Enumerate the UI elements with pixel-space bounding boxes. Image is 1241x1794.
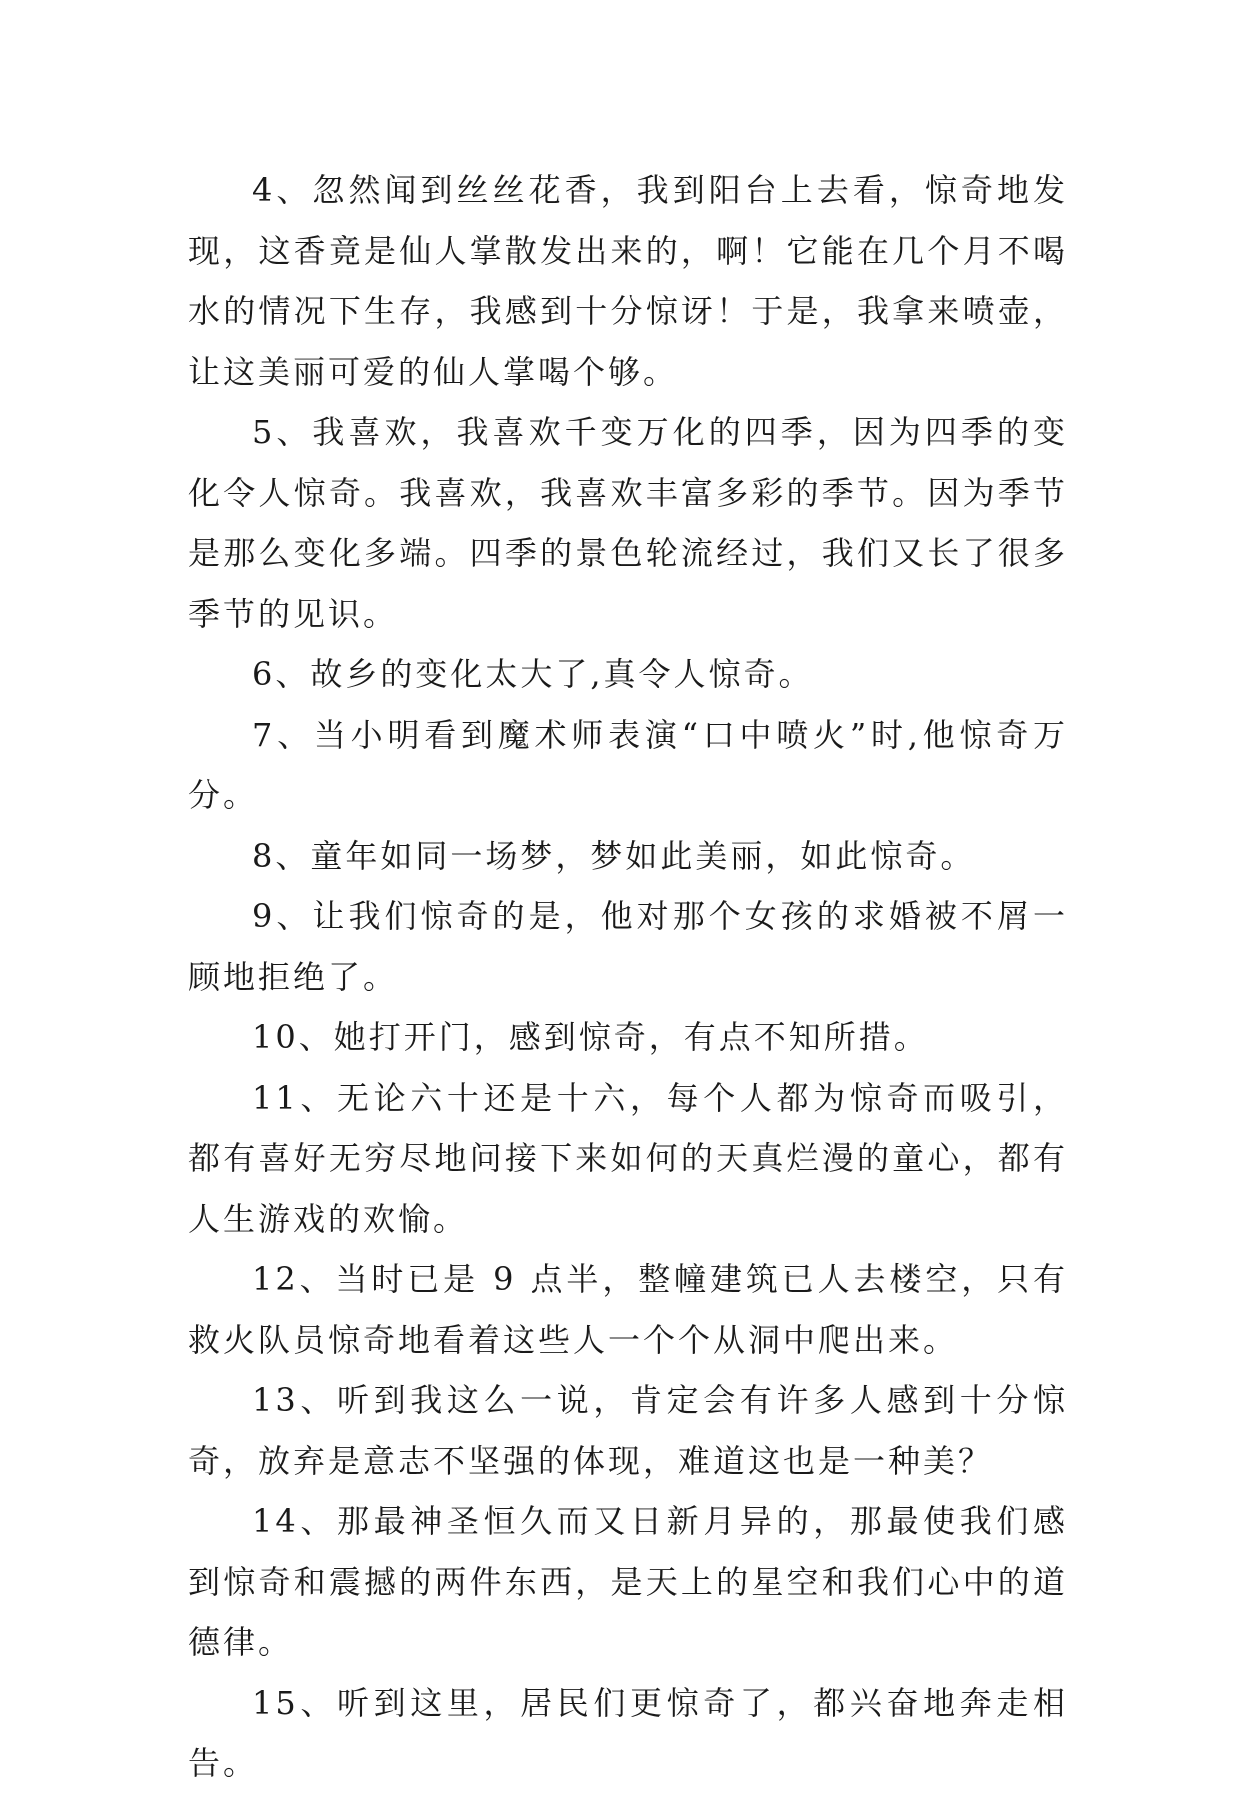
paragraph-7: 7、当小明看到魔术师表演“口中喷火”时,他惊奇万分。 bbox=[188, 715, 1068, 814]
paragraph-8: 8、童年如同一场梦，梦如此美丽，如此惊奇。 bbox=[252, 836, 976, 875]
document-body bbox=[188, 160, 1068, 1794]
paragraph-6: 6、故乡的变化太大了,真令人惊奇。 bbox=[252, 655, 814, 693]
paragraph-15: 15、听到这里，居民们更惊奇了，都兴奋地奔走相告。 bbox=[188, 1683, 1068, 1782]
paragraph-12: 12、当时已是 9 点半，整幢建筑已人去楼空，只有救火队员惊奇地看着这些人一个个从洞中爬出来。 bbox=[188, 1260, 1068, 1359]
paragraph-10: 10、她打开门，感到惊奇，有点不知所措。 bbox=[252, 1018, 929, 1056]
paragraph-11: 11、无论六十还是十六，每个人都为惊奇而吸引，都有喜好无穷尽地问接下来如何的天真烂漫的童心，都有人生游戏的欢愉。 bbox=[188, 1078, 1068, 1238]
paragraph-5: 5、我喜欢，我喜欢千变万化的四季，因为四季的变化令人惊奇。我喜欢，我喜欢丰富多彩的季节。因为季节是那么变化多端。四季的景色轮流经过，我们又长了很多季节的见识。 bbox=[188, 413, 1068, 633]
paragraph-14: 14、那最神圣恒久而又日新月异的，那最使我们感到惊奇和震撼的两件东西，是天上的星空和我们心中的道德律。 bbox=[188, 1502, 1068, 1661]
paragraph-13: 13、听到我这么一说，肯定会有许多人感到十分惊奇，放弃是意志不坚强的体现，难道这也是一种美？ bbox=[188, 1381, 1068, 1480]
paragraph-9: 9、让我们惊奇的是，他对那个女孩的求婚被不屑一顾地拒绝了。 bbox=[188, 897, 1068, 996]
paragraph-4: 4、忽然闻到丝丝花香，我到阳台上去看，惊奇地发现，这香竟是仙人掌散发出来的，啊！它能在几个月不喝水的情况下生存，我感到十分惊讶！于是，我拿来喷壶，让这美丽可爱的仙人掌喝个够。 bbox=[188, 171, 1068, 391]
